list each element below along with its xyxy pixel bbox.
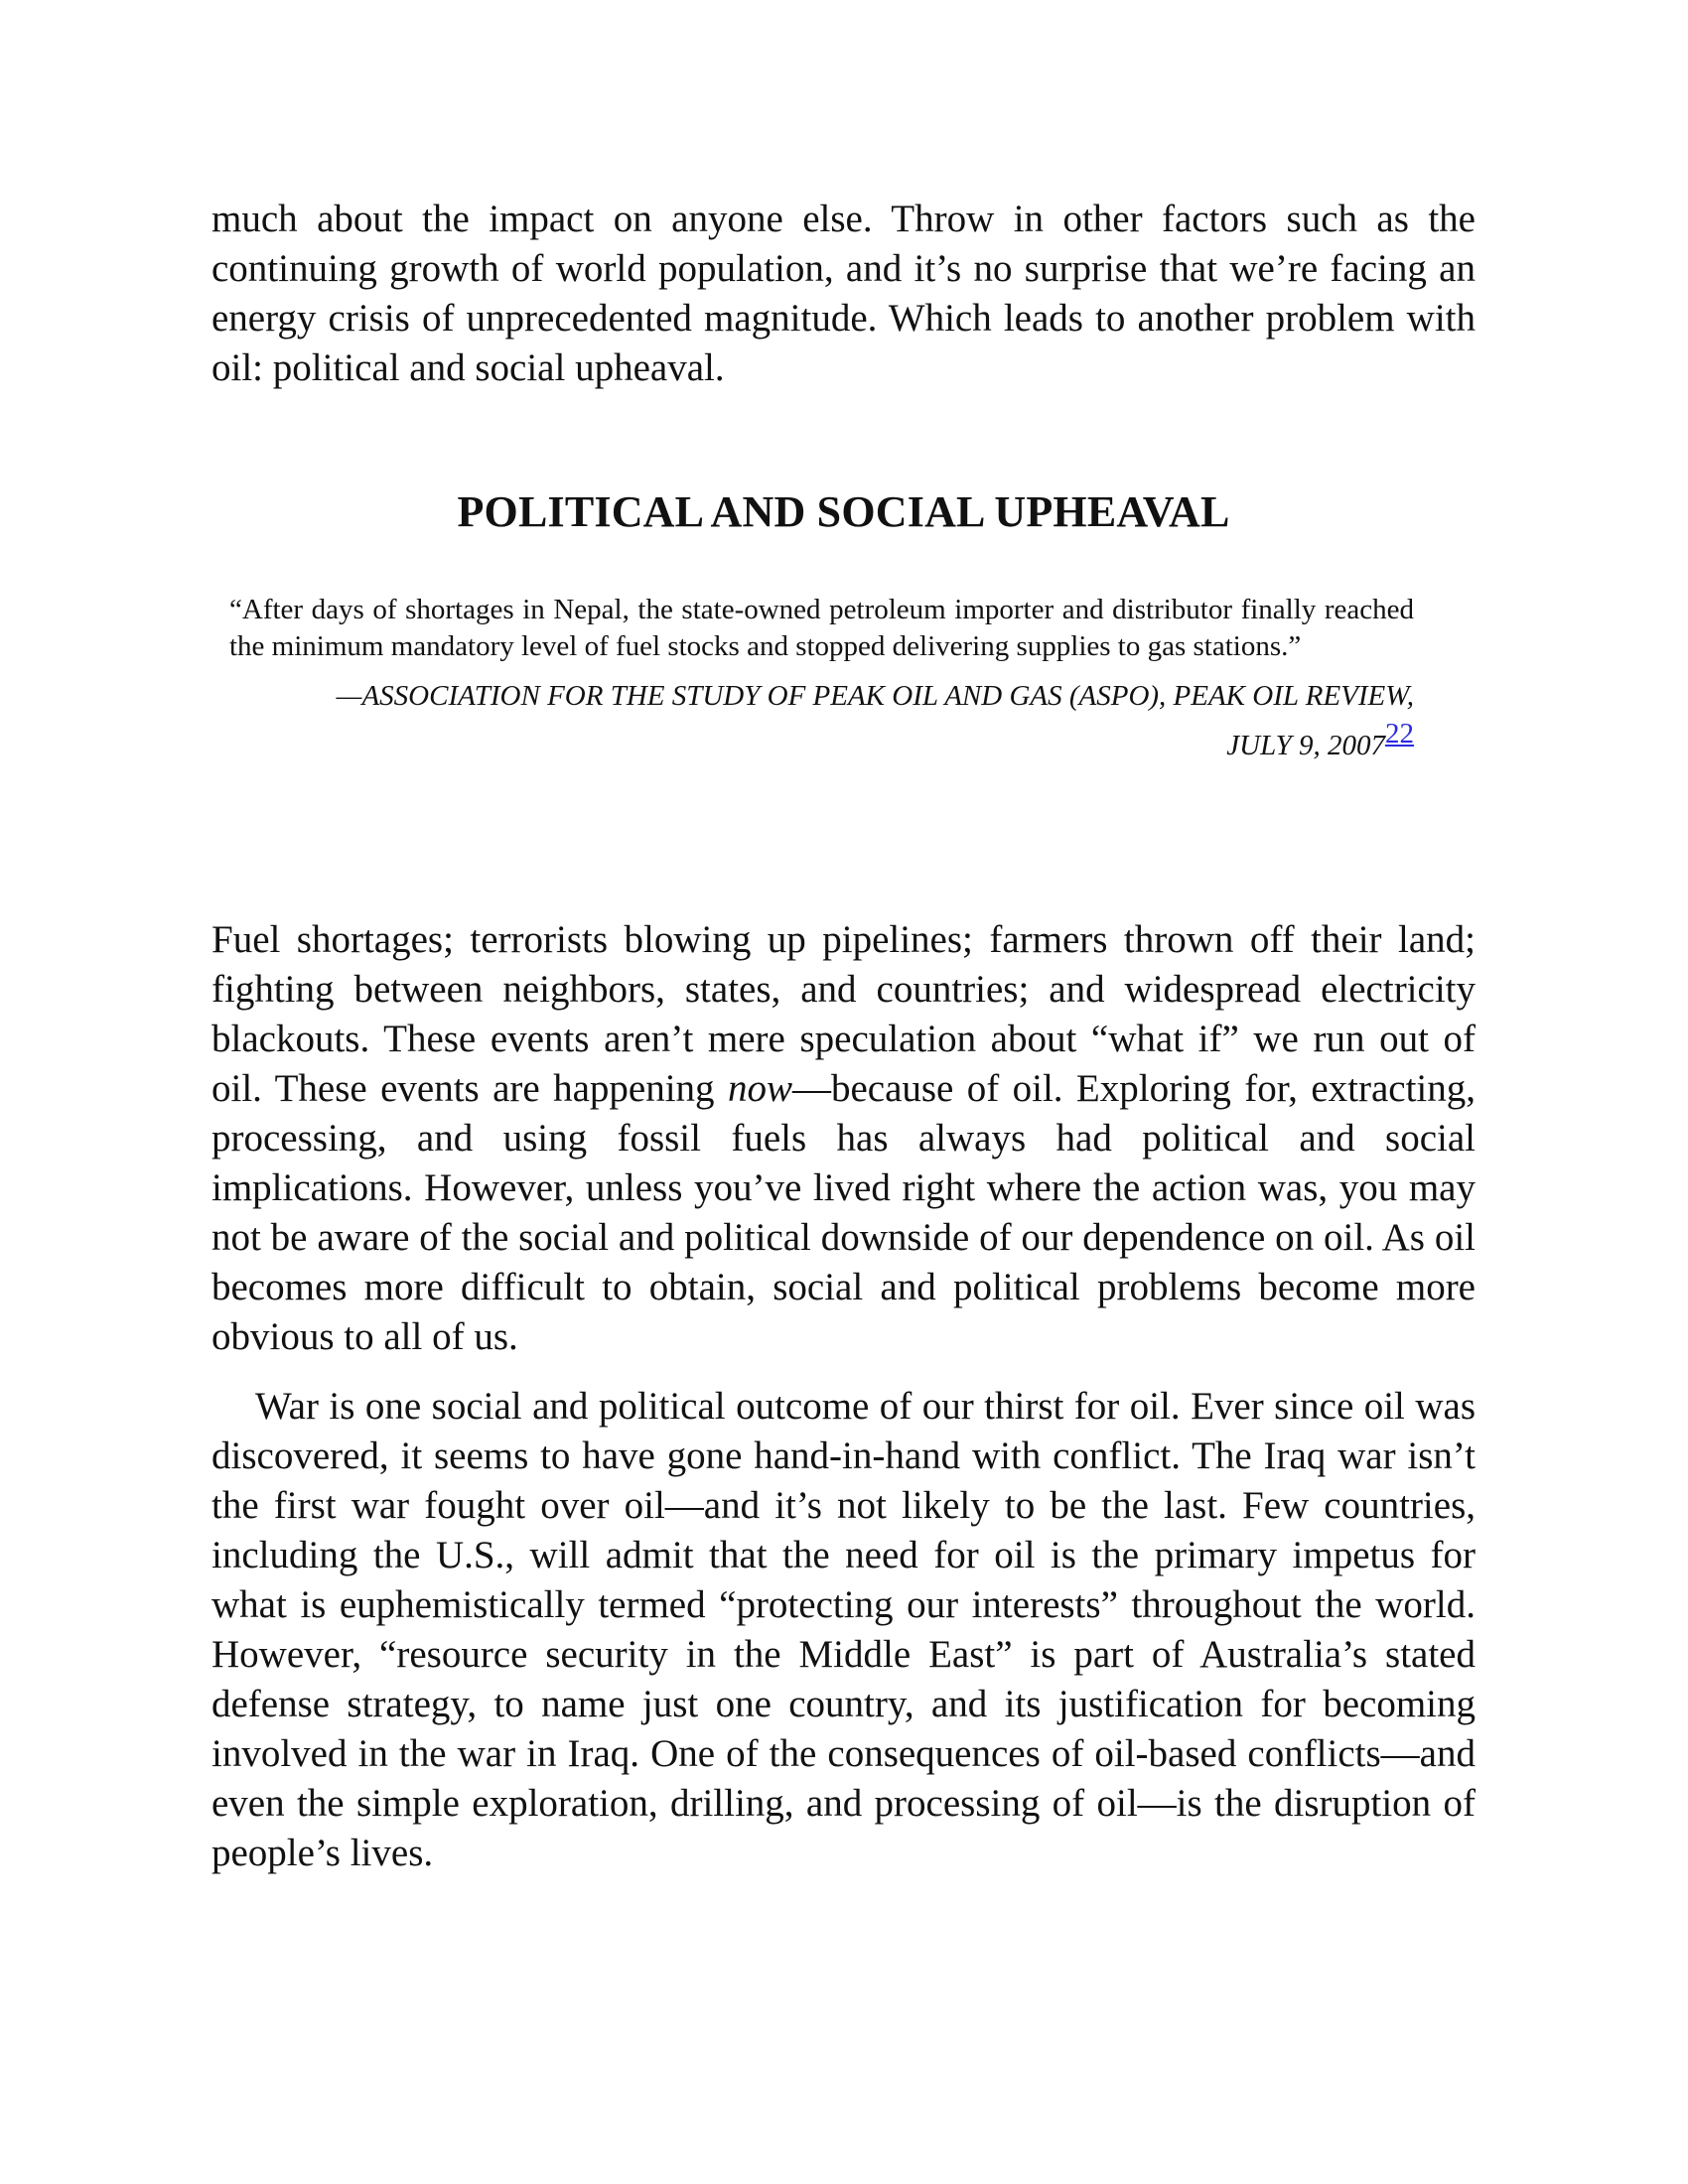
footnote-link[interactable]: 22	[1385, 718, 1414, 750]
emphasis-text: now	[727, 1067, 792, 1110]
paragraph-text: Fuel shortages; terrorists blowing up pipelines; farmers thrown off their land; fighting between neighbors, states, and countries; and widespread electricity blackouts. These events aren’t mere speculation about “what if” we run out of oil. These events are happening	[211, 918, 1476, 1110]
war-paragraph: War is one social and political outcome of our thirst for oil. Ever since oil was discovered, it seems to have gone hand-in-hand with conflict. The Iraq war isn’t the first war fought over oil—and it’s not likely to be the last. Few countries, including the U.S., will admit that the need for oil is the primary impetus for what is euphemistically termed “protecting our interests” throughout the world. However, “resource security in the Middle East” is part of Australia’s stated defense strategy, to name just one country, and its justification for becoming involved in the war in Iraq. One of the consequences of oil-based conflicts—and even the simple exploration, drilling, and processing of oil—is the disruption of people’s lives.	[211, 1385, 1476, 1874]
epigraph-quote: “After days of shortages in Nepal, the state-owned petroleum importer and distributor finally reached the minimum mandatory level of fuel stocks and stopped delivering supplies to gas stations.”	[229, 594, 1414, 662]
epigraph-source-line: —ASSOCIATION FOR THE STUDY OF PEAK OIL AND GAS (ASPO), PEAK OIL REVIEW,	[336, 680, 1414, 712]
epigraph-date: JULY 9, 2007	[1226, 730, 1385, 761]
paragraph-text: —because of oil. Exploring for, extracting, processing, and using fossil fuels has always had political and social implications. However, unless you’ve lived right where the action was, you may not be aware of the social and political downside of our dependence on oil. As oil becomes more difficult to obtain, social and political problems become more obvious to all of us.	[211, 1067, 1476, 1358]
continued-paragraph: much about the impact on anyone else. Throw in other factors such as the continuing growth of world population, and it’s no surprise that we’re facing an energy crisis of unprecedented magnitude. Which leads to another problem with oil: political and social upheaval.	[211, 198, 1476, 389]
epigraph-source	[229, 671, 1414, 770]
epigraph-date-line	[229, 718, 1414, 770]
section-heading: POLITICAL AND SOCIAL UPHEAVAL	[457, 487, 1230, 536]
page-content	[211, 195, 1476, 1878]
fuel-shortages-paragraph	[211, 915, 1476, 1362]
epigraph	[229, 592, 1414, 770]
